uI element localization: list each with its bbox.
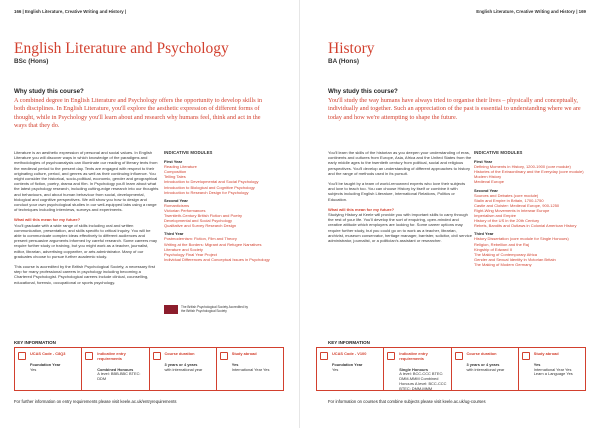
key-info-label: UCAS Code - C8Q3 (30, 351, 66, 356)
key-info-cell (384, 348, 451, 390)
body-text-right (328, 150, 473, 248)
modules-heading: INDICATIVE MODULES (164, 150, 213, 155)
course-title-right: History (328, 40, 375, 57)
module-item: Right-Wing Movements in Interwar Europe (474, 207, 550, 213)
key-info-value: Yes (231, 361, 239, 367)
key-info-label: Indicative entry requirements (97, 351, 126, 361)
modules-heading: INDICATIVE MODULES (474, 150, 523, 155)
module-year-heading: Second Year (474, 187, 498, 193)
key-info-icon (85, 352, 93, 360)
module-item: Histories of the Extraordinary and the Everyday (core module) (474, 169, 584, 175)
key-info-value2: A level: BCC-CCC BTEC: DMM-MMM Combined Honours A level: BCC-CCC BTEC: DMM-MMM (399, 371, 447, 391)
key-info-value: 3 years or 4 years (466, 361, 500, 367)
module-item: Religion, Rebellion and the Raj (474, 241, 529, 247)
module-item: Gender and Sexual Identity in Victorian Britain (474, 256, 556, 262)
body-paragraph-text: You'll graduate with a wide range of skills including oral and written communication, presentation, and skills specific to critical inquiry. You will be able to communicate complex ideas effectively to different audiences and present persuasive arguments informed by careful research. Some careers may require further study or training, but you might work as a teacher, journalist, editor, librarian, advertising copywriter, or arts administrator. Many of our graduates choose to pursue further academic study. (14, 222, 158, 259)
key-info-label: Indicative entry requirements (399, 351, 428, 361)
key-info-icon (320, 352, 328, 360)
module-item: Introduction to Developmental and Social Psychology (164, 179, 259, 185)
module-item: Developmental and Social Psychology (164, 218, 233, 224)
why-heading-right: Why study this course? (328, 88, 398, 95)
key-info-value: Single Honours (399, 366, 428, 372)
key-info-label: Course duration (466, 351, 497, 356)
key-info-value2: Yes (30, 366, 37, 372)
module-item: Postmodernism: Fiction, Film and Theory (164, 236, 237, 242)
key-info-box-left (14, 347, 284, 391)
intro-text-right: You'll study the way humans have always tried to organise their lives – physically and conceptually, individually and together. Such an appreciation of the past is essential to understanding where we are today and how we're attempting to shape the future. (328, 97, 581, 121)
module-year-heading: First Year (164, 159, 183, 165)
module-item: Castle and Cloister: Medieval Europe, 900-1250 (474, 202, 560, 208)
module-item: Imperialism and Empire (474, 213, 517, 219)
module-item: Introduction to Biological and Cognitive Psychology (164, 184, 255, 190)
module-item: Stalin and Empire in Britain, 1700-1750 (474, 197, 544, 203)
future-subheading: What will this mean for my future? (14, 217, 81, 223)
module-item: History of the US in the 20th Century (474, 218, 540, 224)
key-info-cell (217, 348, 283, 390)
course-subtitle-left: BSc (Hons) (14, 58, 49, 65)
key-info-icon (387, 352, 395, 360)
key-info-cell (317, 348, 384, 390)
module-item: Qualitative and Survey Research Design (164, 223, 237, 229)
module-year-heading: Third Year (474, 231, 494, 237)
running-head-left: 166 | English Literature, Creative Writing and History | (14, 9, 127, 14)
accreditation-text: The British Psychological Society Accredited by the British Psychological Society (181, 304, 248, 313)
body-paragraph: You'll be taught by a team of world-renowned experts who love their subjects and love to teach too. You can choose History by itself or combine it with subjects including English Literature, International Relations, Politics or Education. (328, 181, 466, 202)
module-item: Sources and Debates (core module) (474, 192, 539, 198)
running-head-right: English Literature, Creative Writing and History | 169 (476, 9, 586, 14)
module-item: The Making of Contemporary Africa (474, 251, 537, 257)
key-info-value: Foundation Year (332, 361, 363, 367)
modules-list-left (164, 150, 274, 262)
module-item: Twentieth-Century British Fiction and Poetry (164, 213, 243, 219)
body-paragraph-text: Studying History at Keele will provide you with important skills to carry through the rest of your life. You'll develop the sort of enquiring, open-minded and creative attitude which employers are looking for. Some career options may require further study, but you could go on to work as a teacher, librarian, archivist, museum conservator, heritage manager, barrister, solicitor, civil service administrator, journalist, or a politician's assistant or researcher. (328, 212, 472, 244)
body-paragraph (328, 207, 473, 243)
key-info-value2: International Year Yes (231, 366, 270, 372)
key-info-label: Study abroad (231, 351, 257, 356)
module-item: History Dissertation (core module for Single Honours) (474, 236, 569, 242)
key-info-value: Yes (533, 361, 541, 367)
course-subtitle-right: BA (Hons) (328, 58, 360, 65)
key-info-icon (220, 352, 228, 360)
modules-years (164, 159, 274, 262)
key-info-icon (455, 352, 463, 360)
module-item: Defining Moments in History, 1200-1900 (core module) (474, 164, 571, 170)
key-info-cell (150, 348, 217, 390)
module-item: Telling Tales (164, 174, 186, 180)
body-paragraph: You'll learn the skills of the historian as you deepen your understanding of eras, continents and cultures from Europe, Asia, Africa and the United States from the early middle ages to the twentieth century from political, social and religious perspectives. You'll develop an understanding of different approaches to history and the range of methods used in its pursuit. (328, 150, 472, 176)
modules-list-right (474, 150, 584, 267)
module-year-heading: Second Year (164, 197, 188, 203)
intro-text-left: A combined degree in English Literature and Psychology offers the opportunity to develop skills in both disciplines. In English Literature, you'll explore the aesthetic expression of different forms of thought, while in Psychology you'll learn about and research why humans feel, think and act in the ways that they do. (14, 97, 263, 129)
module-item: Literature and Society (164, 246, 203, 252)
module-item: Romanticisms (164, 202, 190, 208)
key-info-icon (522, 352, 530, 360)
key-info-label: UCAS Code - V100 (332, 351, 367, 356)
footer-note-left[interactable]: For further information on entry requirements please visit keele.ac.uk/entryrequirements (14, 399, 177, 404)
module-year-heading: Third Year (164, 231, 184, 237)
key-info-cell (15, 348, 82, 390)
module-item: Reading Literature (164, 164, 197, 170)
key-info-value2: International Year Yes Learn a Language Yes (533, 366, 573, 377)
key-info-box-right (316, 347, 586, 391)
module-item: Modern History (474, 174, 502, 180)
body-paragraph: This course is accredited by the British Psychological Society, a necessary first step for many professional careers in psychology including becoming a Chartered Psychologist. Psychological careers include clinical, counselling, educational, forensic, occupational or sports psychology. (14, 264, 155, 285)
key-info-value2: with international year (164, 366, 203, 372)
modules-years (474, 159, 584, 267)
accreditation-block (164, 305, 251, 314)
key-info-value: 3 years or 4 years (164, 361, 198, 367)
module-item: Composition (164, 169, 187, 175)
key-info-label: Study abroad (533, 351, 559, 356)
why-heading-left: Why study this course? (14, 88, 84, 95)
key-info-heading-right: KEY INFORMATION (328, 340, 370, 345)
key-info-icon (153, 352, 161, 360)
body-paragraph: Literature is an aesthetic expression of personal and social values. In English Literature you will discover ways in which knowledge of the paradigms and methodologies of psychoanalysis can illuminate our reading of literary texts from the medieval period to the present day. Texts are engaged with respect to their originating culture, period, and genres as well as their continuing influence. You might consider the historical, socio-political, economic, gender and geographical contexts of fiction, poetry, drama and film. In Psychology you'll learn about what the latest psychology research, including cutting-edge research into our thoughts and behaviours, and about human behaviour from social, developmental, biological and cognitive perspectives. We will show you how to design and conduct your own psychological studies in our well-equipped labs using a range of techniques including interviews, surveys and experiments. (14, 150, 159, 213)
module-item: Psychology Final Year Project (164, 251, 217, 257)
key-info-value2: A level: BBB-BBC BTEC: DDM (97, 371, 141, 382)
key-info-icon (18, 352, 26, 360)
key-info-value2: with international year (466, 366, 505, 372)
module-item: Writing at the Borders: Migrant and Refugee Narratives (164, 241, 262, 247)
key-info-value: Combined Honours (97, 366, 134, 372)
key-info-value: Foundation Year (30, 361, 61, 367)
key-info-cell (519, 348, 585, 390)
key-info-label: Course duration (164, 351, 195, 356)
bps-logo-icon (164, 305, 178, 314)
key-info-cell (452, 348, 519, 390)
future-subheading: What will this mean for my future? (328, 206, 395, 212)
body-paragraph (14, 217, 159, 259)
key-info-value2: Yes (332, 366, 339, 372)
module-item: The Making of Modern Germany (474, 261, 532, 267)
module-item: Rebels, Bandits and Outlaws in Colonial American History (474, 223, 577, 229)
module-item: Victorian Performances (164, 207, 206, 213)
module-year-heading: First Year (474, 159, 493, 165)
module-item: Individual Differences and Conceptual Issues in Psychology (164, 256, 270, 262)
key-info-cell (82, 348, 149, 390)
module-item: Kingship of Edward II (474, 246, 512, 252)
course-title-left: English Literature and Psychology (14, 40, 229, 57)
body-text-left (14, 150, 159, 290)
key-info-heading-left: KEY INFORMATION (14, 340, 56, 345)
module-item: Introduction to Research Design for Psychology (164, 189, 249, 195)
module-item: Medieval Europe (474, 179, 505, 185)
footer-note-right[interactable]: For information on courses that combine subjects please visit keele.ac.uk/ug-courses (328, 399, 486, 404)
